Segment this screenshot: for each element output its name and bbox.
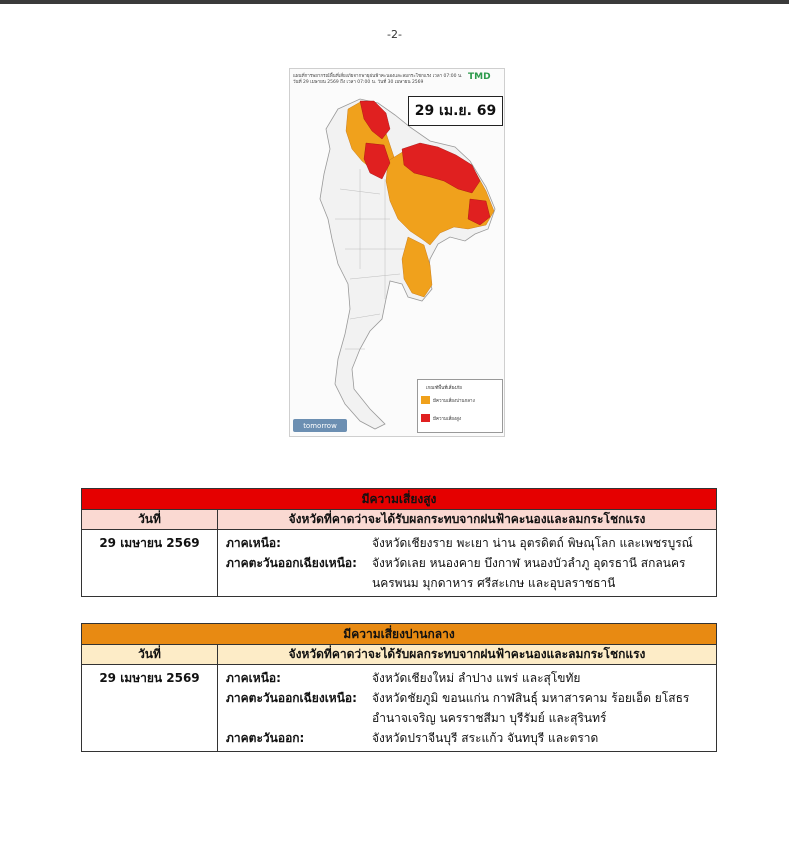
- region-row-north: [226, 533, 710, 553]
- high-risk-table: [81, 488, 717, 597]
- region-name: ภาคเหนือ:: [226, 671, 281, 685]
- region-provinces: [372, 688, 710, 728]
- region-row-northeast: [226, 553, 710, 593]
- province-line: จังหวัดเลย หนองคาย บึงกาฬ หนองบัวลำภู อุดรธานี สกลนคร: [372, 556, 686, 570]
- map-date-label: 29 เม.ย. 69: [408, 96, 503, 126]
- medium-risk-title: มีความเสี่ยงปานกลาง: [82, 624, 717, 645]
- region-name: ภาคตะวันออกเฉียงเหนือ:: [226, 556, 357, 570]
- region-name: ภาคตะวันออก:: [226, 731, 305, 745]
- region-row-north: [226, 668, 710, 688]
- legend-item-medium: [421, 396, 475, 404]
- medium-risk-table: [81, 623, 717, 752]
- legend-title: เกณฑ์พื้นที่เสี่ยงภัย: [426, 386, 462, 391]
- region-name: ภาคตะวันออกเฉียงเหนือ:: [226, 691, 357, 705]
- region-provinces: จังหวัดเชียงใหม่ ลำปาง แพร่ และสุโขทัย: [372, 671, 581, 685]
- map-header-text: แผนที่การพยากรณ์พื้นที่เสี่ยงภัยจากพายุฝนฟ้าคะนองและลมกระโชกแรง เวลา 07:00 น. วันที่ 29 เมษายน 2569 ถึง เวลา 07:00 น. วันที่ 30 เมษายน 2569: [293, 74, 463, 85]
- high-risk-title: มีความเสี่ยงสูง: [82, 489, 717, 510]
- date-cell: 29 เมษายน 2569: [82, 530, 218, 597]
- col-date-header: วันที่: [82, 645, 218, 665]
- regions-cell: [218, 665, 717, 752]
- province-line: อำนาจเจริญ นครราชสีมา บุรีรัมย์ และสุรินทร์: [372, 711, 607, 725]
- region-name: ภาคเหนือ:: [226, 536, 281, 550]
- col-provinces-header: จังหวัดที่คาดว่าจะได้รับผลกระทบจากฝนฟ้าคะนองและลมกระโชกแรง: [218, 645, 717, 665]
- map-legend: [417, 379, 503, 433]
- risk-map-figure: [289, 68, 505, 437]
- legend-label: มีความเสี่ยงปานกลาง: [433, 398, 475, 404]
- legend-label: มีความเสี่ยงสูง: [433, 416, 462, 422]
- province-line: นครพนม มุกดาหาร ศรีสะเกษ และอุบลราชธานี: [372, 576, 616, 590]
- tmd-logo: TMD: [468, 72, 491, 82]
- region-row-east: [226, 728, 710, 748]
- page-number: -2-: [387, 28, 402, 41]
- date-cell: 29 เมษายน 2569: [82, 665, 218, 752]
- region-provinces: จังหวัดเชียงราย พะเยา น่าน อุตรดิตถ์ พิษณุโลก และเพชรบูรณ์: [372, 536, 693, 550]
- region-provinces: [372, 553, 710, 593]
- legend-item-high: [421, 414, 461, 422]
- col-provinces-header: จังหวัดที่คาดว่าจะได้รับผลกระทบจากฝนฟ้าคะนองและลมกระโชกแรง: [218, 510, 717, 530]
- region-row-northeast: [226, 688, 710, 728]
- tomorrow-logo: tomorrow: [293, 419, 347, 432]
- top-border: [0, 0, 789, 4]
- legend-swatch-orange: [421, 396, 430, 404]
- province-line: จังหวัดชัยภูมิ ขอนแก่น กาฬสินธุ์ มหาสารคาม ร้อยเอ็ด ยโสธร: [372, 691, 690, 705]
- col-date-header: วันที่: [82, 510, 218, 530]
- region-provinces: จังหวัดปราจีนบุรี สระแก้ว จันทบุรี และตราด: [372, 731, 599, 745]
- legend-swatch-red: [421, 414, 430, 422]
- regions-cell: [218, 530, 717, 597]
